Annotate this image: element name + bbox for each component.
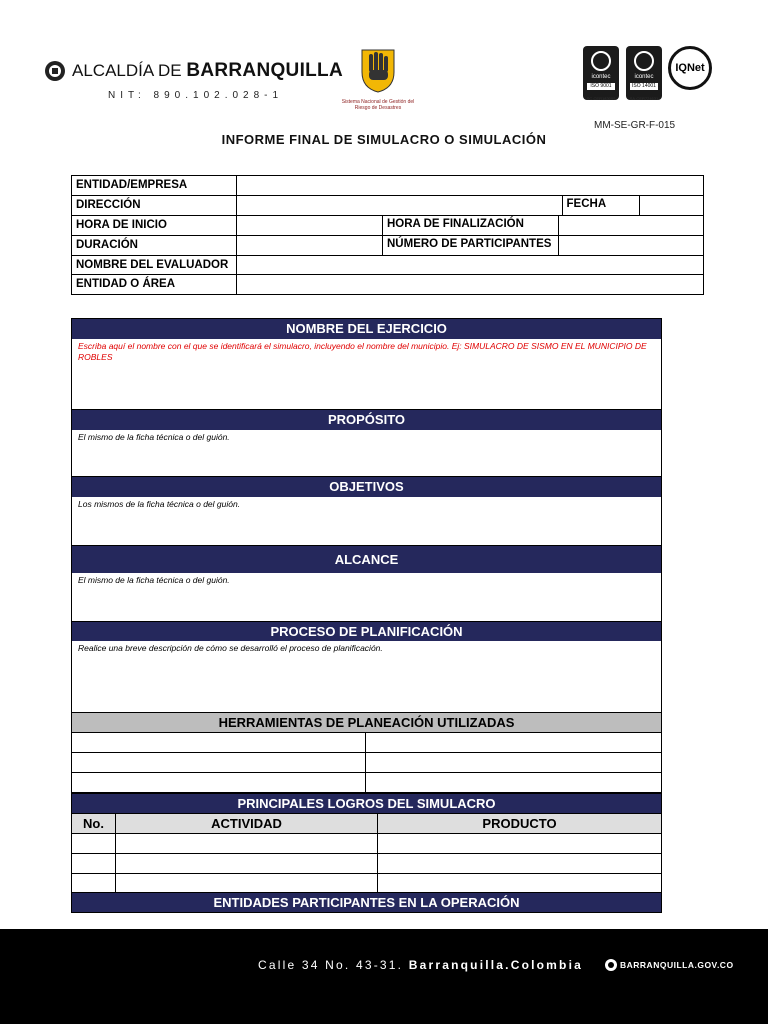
section-planificacion (71, 621, 662, 713)
section-ejercicio (71, 318, 662, 410)
table-cell[interactable] (72, 834, 116, 854)
label-hora-fin: HORA DE FINALIZACIÓN (383, 216, 559, 235)
document-code: MM-SE-GR-F-015 (594, 120, 676, 131)
section-title: OBJETIVOS (72, 477, 661, 497)
section-title: NOMBRE DEL EJERCICIO (72, 319, 661, 339)
field-direccion[interactable] (237, 195, 563, 215)
field-num-participantes[interactable] (559, 236, 703, 255)
section-logros-title: PRINCIPALES LOGROS DEL SIMULACRO (71, 793, 662, 814)
nit-number: NIT: 890.102.028-1 (108, 90, 284, 101)
table-cell[interactable] (72, 753, 366, 773)
table-cell[interactable] (72, 874, 116, 894)
document-title: INFORME FINAL DE SIMULACRO O SIMULACIÓN (221, 132, 547, 147)
footer-website[interactable]: BARRANQUILLA.GOV.CO (620, 960, 734, 970)
field-evaluador[interactable] (237, 255, 704, 275)
sngrd-caption: Sistema Nacional de Gestión del Riesgo de Desastres (341, 99, 415, 111)
table-cell[interactable] (116, 874, 378, 894)
logo-wordmark (72, 60, 343, 82)
icontec-iso9001-badge: icontec ISO 9001 (583, 46, 619, 100)
section-title: PROPÓSITO (72, 410, 661, 430)
address-city: Barranquilla.Colombia (408, 958, 583, 972)
section-title: ALCANCE (72, 546, 661, 573)
address-street: Calle 34 No. 43-31. (258, 958, 404, 972)
logo-prefix: ALCALDÍA DE (72, 61, 182, 80)
table-cell[interactable] (366, 773, 662, 793)
table-cell[interactable] (72, 733, 366, 753)
section-proposito (71, 409, 662, 477)
label-evaluador: NOMBRE DEL EVALUADOR (72, 255, 237, 275)
label-hora-inicio: HORA DE INICIO (72, 215, 237, 235)
section-title: PROCESO DE PLANIFICACIÓN (72, 622, 661, 641)
page-footer (0, 929, 768, 1024)
field-hora-fin[interactable] (559, 216, 703, 235)
herramientas-table (71, 732, 662, 793)
table-cell[interactable] (378, 834, 662, 854)
table-cell[interactable] (378, 854, 662, 874)
table-cell[interactable] (366, 733, 662, 753)
field-area[interactable] (237, 275, 704, 295)
column-header-producto: PRODUCTO (378, 814, 662, 834)
info-table (71, 175, 704, 295)
logros-table (71, 813, 662, 894)
label-duracion: DURACIÓN (72, 235, 237, 255)
iqnet-badge: IQNet (668, 46, 712, 90)
logo-city: BARRANQUILLA (186, 60, 343, 81)
footer-address (258, 958, 583, 972)
column-header-no: No. (72, 814, 116, 834)
cert-code-1: SC-CER183099 (586, 96, 616, 101)
label-entidad: ENTIDAD/EMPRESA (72, 176, 237, 196)
table-cell[interactable] (72, 854, 116, 874)
section-alcance (71, 545, 662, 622)
section-note[interactable]: El mismo de la ficha técnica o del guión. (78, 575, 230, 585)
city-seal-icon (44, 60, 66, 82)
table-cell[interactable] (72, 773, 366, 793)
section-entidades-title: ENTIDADES PARTICIPANTES EN LA OPERACIÓN (71, 892, 662, 913)
field-fecha[interactable] (640, 196, 703, 215)
label-fecha: FECHA (563, 196, 640, 215)
field-entidad[interactable] (237, 176, 704, 196)
hand-shield-icon (356, 44, 400, 94)
section-note[interactable]: Escriba aquí el nombre con el que se identificará el simulacro, incluyendo el nombre del municipio. Ej: SIMULACRO DE SISMO EN EL MUNICIPIO DE ROBLES (78, 341, 647, 362)
city-seal-icon (604, 958, 618, 972)
table-cell[interactable] (366, 753, 662, 773)
cert-code-2: SA-CER724631 (629, 96, 659, 101)
field-duracion[interactable] (237, 235, 383, 255)
column-header-actividad: ACTIVIDAD (116, 814, 378, 834)
table-cell[interactable] (378, 874, 662, 894)
section-herramientas-title: HERRAMIENTAS DE PLANEACIÓN UTILIZADAS (71, 712, 662, 733)
sngrd-logo (336, 44, 420, 111)
label-num-participantes: NÚMERO DE PARTICIPANTES (383, 236, 559, 255)
field-hora-inicio[interactable] (237, 215, 383, 235)
section-note[interactable]: Los mismos de la ficha técnica o del guión. (78, 499, 241, 509)
icontec-iso14001-badge: icontec ISO 14001 (626, 46, 662, 100)
label-direccion: DIRECCIÓN (72, 195, 237, 215)
section-note[interactable]: Realice una breve descripción de cómo se desarrolló el proceso de planificación. (78, 643, 383, 653)
section-note[interactable]: El mismo de la ficha técnica o del guión. (78, 432, 230, 442)
label-area: ENTIDAD O ÁREA (72, 275, 237, 295)
section-objetivos (71, 476, 662, 546)
table-cell[interactable] (116, 854, 378, 874)
table-cell[interactable] (116, 834, 378, 854)
